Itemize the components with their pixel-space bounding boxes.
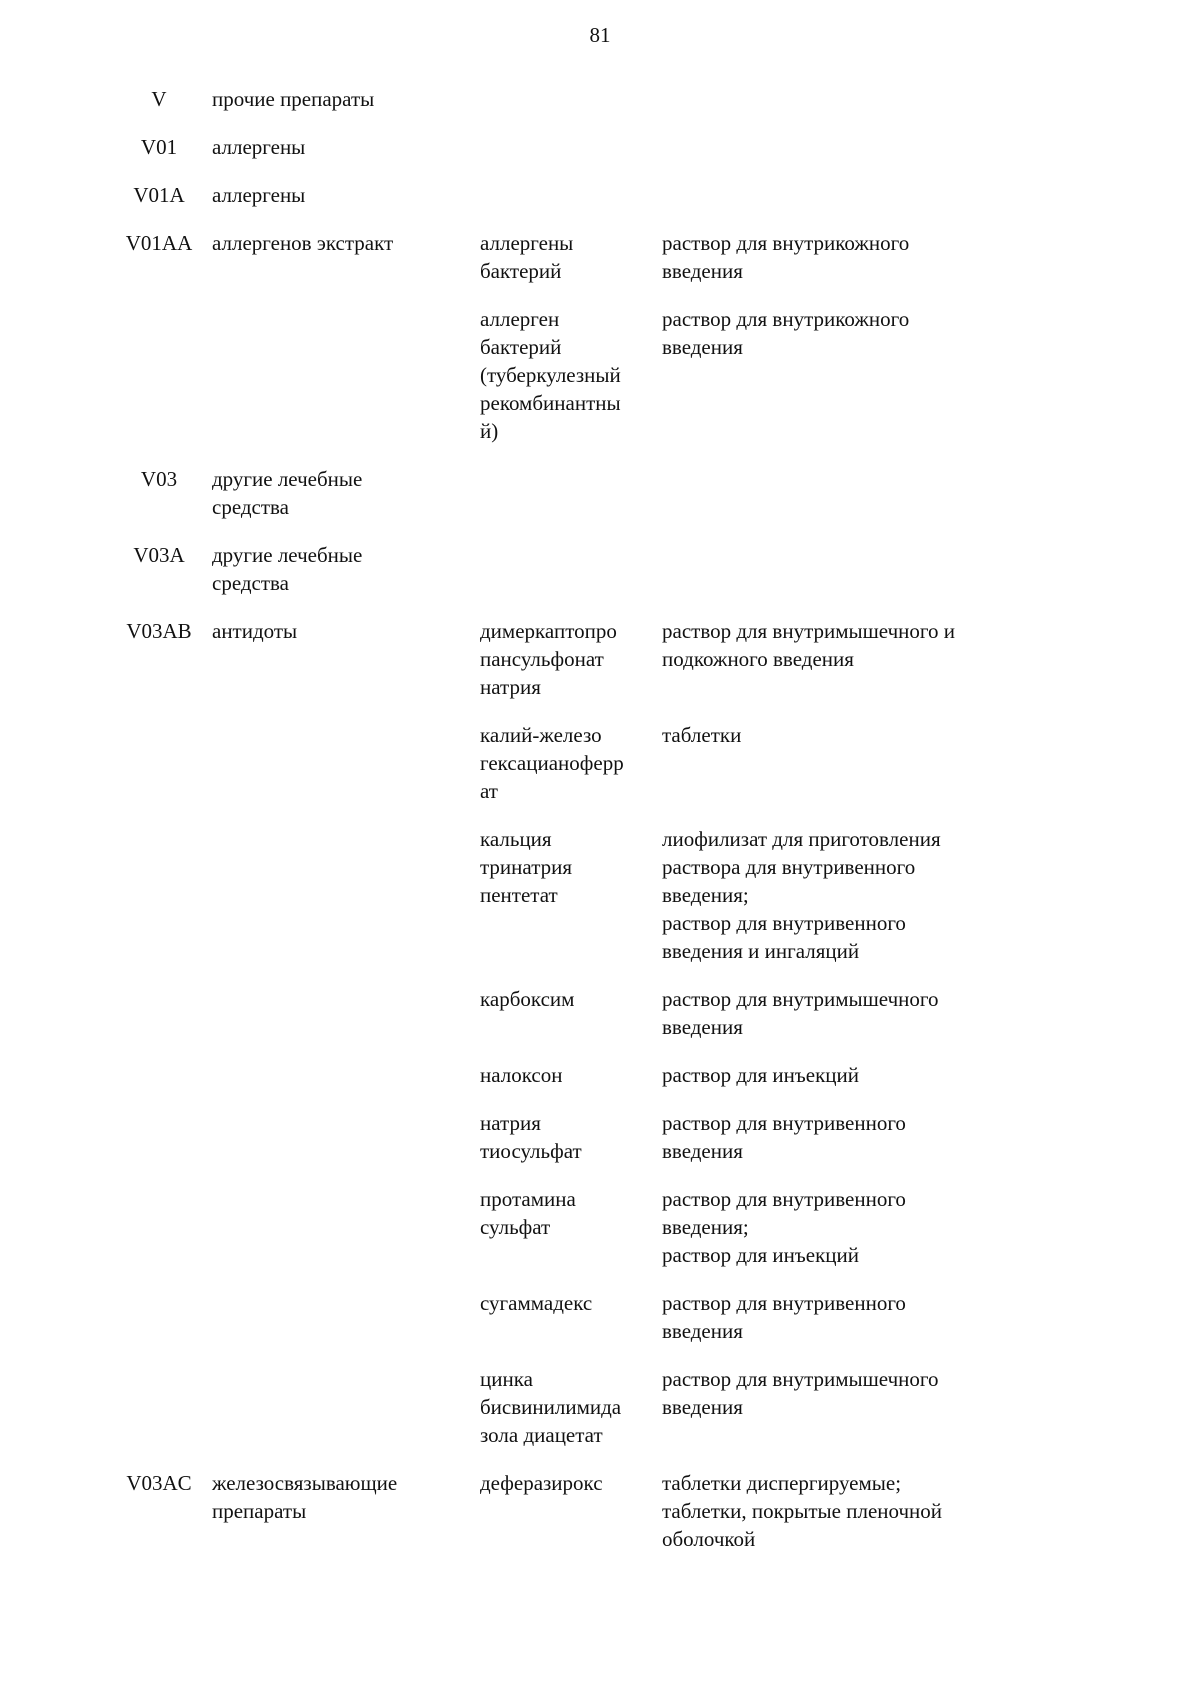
drug-name bbox=[480, 465, 662, 541]
dosage-form: раствор для внутримышечного введения bbox=[662, 1367, 939, 1419]
group-name: аллергенов экстракт bbox=[212, 231, 394, 255]
table-row bbox=[118, 1109, 1038, 1185]
drug-name: кальция тринатрия пентетат bbox=[480, 827, 573, 907]
drug-name: димеркаптопро пансульфонат натрия bbox=[480, 619, 617, 699]
atc-code bbox=[118, 1061, 212, 1109]
atc-code: V01 bbox=[140, 135, 178, 159]
dosage-form: раствор для инъекций bbox=[662, 1063, 859, 1087]
atc-code: V01A bbox=[133, 183, 185, 207]
dosage-form bbox=[662, 541, 1038, 617]
dosage-form bbox=[662, 465, 1038, 541]
drug-name bbox=[480, 85, 662, 133]
page-number: 81 bbox=[589, 23, 611, 47]
table-row bbox=[118, 85, 1038, 133]
drug-name: аллерген бактерий (туберкулезный рекомбинантны й) bbox=[480, 307, 621, 443]
drug-name bbox=[480, 181, 662, 229]
atc-code bbox=[118, 1289, 212, 1365]
table-row bbox=[118, 1469, 1038, 1573]
table-row bbox=[118, 985, 1038, 1061]
drug-name: сугаммадекс bbox=[480, 1291, 593, 1315]
atc-code: V03 bbox=[140, 467, 178, 491]
atc-code bbox=[118, 721, 212, 825]
table-row bbox=[118, 465, 1038, 541]
table-row bbox=[118, 1365, 1038, 1469]
dosage-form: раствор для внутривенного введения bbox=[662, 1291, 906, 1343]
group-name bbox=[212, 1185, 480, 1289]
dosage-form: раствор для внутрикожного введения bbox=[662, 231, 910, 283]
dosage-form: раствор для внутривенного введения bbox=[662, 1111, 906, 1163]
atc-code: V01AA bbox=[125, 231, 193, 255]
table-row bbox=[118, 825, 1038, 985]
atc-code: V03AC bbox=[126, 1471, 192, 1495]
atc-code bbox=[118, 1365, 212, 1469]
group-name bbox=[212, 985, 480, 1061]
table-row bbox=[118, 541, 1038, 617]
atc-code bbox=[118, 825, 212, 985]
drug-name: карбоксим bbox=[480, 987, 575, 1011]
group-name: железосвязывающие препараты bbox=[212, 1471, 398, 1523]
group-name bbox=[212, 825, 480, 985]
atc-code bbox=[118, 1185, 212, 1289]
table-row bbox=[118, 1185, 1038, 1289]
drug-name bbox=[480, 541, 662, 617]
drug-name: налоксон bbox=[480, 1063, 563, 1087]
table-row bbox=[118, 1289, 1038, 1365]
group-name: прочие препараты bbox=[212, 87, 375, 111]
atc-code: V bbox=[151, 87, 167, 111]
dosage-form: раствор для внутримышечного введения bbox=[662, 987, 939, 1039]
drug-name: деферазирокс bbox=[480, 1471, 603, 1495]
table-row bbox=[118, 133, 1038, 181]
group-name bbox=[212, 721, 480, 825]
group-name bbox=[212, 1061, 480, 1109]
dosage-form: таблетки диспергируемые; таблетки, покрытые пленочной оболочкой bbox=[662, 1471, 943, 1551]
table-row bbox=[118, 617, 1038, 721]
group-name bbox=[212, 1365, 480, 1469]
drug-name bbox=[480, 133, 662, 181]
dosage-form: раствор для внутривенного введения; раствор для инъекций bbox=[662, 1187, 906, 1267]
group-name: другие лечебные средства bbox=[212, 467, 363, 519]
drug-name: калий-железо гексацианоферр ат bbox=[480, 723, 624, 803]
table-row bbox=[118, 1061, 1038, 1109]
group-name: аллергены bbox=[212, 135, 306, 159]
table-row bbox=[118, 229, 1038, 305]
dosage-form: раствор для внутрикожного введения bbox=[662, 307, 910, 359]
group-name bbox=[212, 305, 480, 465]
drug-name: цинка бисвинилимида зола диацетат bbox=[480, 1367, 622, 1447]
dosage-form: раствор для внутримышечного и подкожного введения bbox=[662, 619, 955, 671]
table-row bbox=[118, 305, 1038, 465]
dosage-form bbox=[662, 181, 1038, 229]
group-name: антидоты bbox=[212, 619, 298, 643]
drug-name: натрия тиосульфат bbox=[480, 1111, 582, 1163]
group-name: аллергены bbox=[212, 183, 306, 207]
dosage-form: таблетки bbox=[662, 723, 742, 747]
atc-code bbox=[118, 1109, 212, 1185]
dosage-form bbox=[662, 85, 1038, 133]
dosage-form bbox=[662, 133, 1038, 181]
drug-name: аллергены бактерий bbox=[480, 231, 574, 283]
group-name bbox=[212, 1289, 480, 1365]
table-row bbox=[118, 721, 1038, 825]
group-name bbox=[212, 1109, 480, 1185]
atc-classification-table bbox=[118, 85, 1038, 1573]
dosage-form: лиофилизат для приготовления раствора для внутривенного введения; раствор для внутривенного введения и ингаляций bbox=[662, 827, 941, 963]
atc-code bbox=[118, 985, 212, 1061]
group-name: другие лечебные средства bbox=[212, 543, 363, 595]
atc-code bbox=[118, 305, 212, 465]
drug-name: протамина сульфат bbox=[480, 1187, 576, 1239]
atc-code: V03AB bbox=[126, 619, 192, 643]
atc-code: V03A bbox=[133, 543, 185, 567]
table-row bbox=[118, 181, 1038, 229]
